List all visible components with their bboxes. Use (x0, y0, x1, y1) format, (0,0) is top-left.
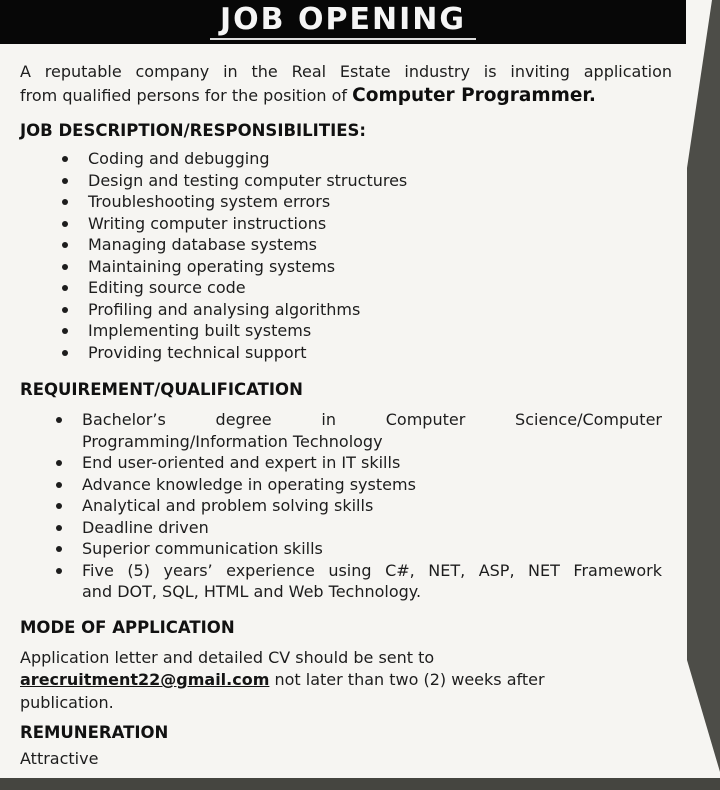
list-item: Managing database systems (88, 234, 672, 256)
list-item: Analytical and problem solving skills (82, 495, 662, 517)
section-heading-responsibilities: JOB DESCRIPTION/RESPONSIBILITIES: (20, 121, 366, 140)
item-line: and DOT, SQL, HTML and Web Technology. (82, 582, 422, 601)
list-item: Advance knowledge in operating systems (82, 474, 662, 496)
remuneration-value: Attractive (20, 749, 99, 768)
list-item: Implementing built systems (88, 320, 672, 342)
list-item: Editing source code (88, 277, 672, 299)
list-item: Maintaining operating systems (88, 256, 672, 278)
item-line: Bachelor’s degree in Computer Science/Computer (82, 410, 662, 429)
list-item: End user-oriented and expert in IT skills (82, 452, 662, 474)
list-item: Writing computer instructions (88, 213, 672, 235)
list-item: Profiling and analysing algorithms (88, 299, 672, 321)
item-line: Five (5) years’ experience using C#, NET, ASP, NET Framework (82, 560, 662, 580)
item-line: Programming/Information Technology (82, 431, 383, 451)
section-heading-requirements: REQUIREMENT/QUALIFICATION (20, 380, 303, 399)
position-title: Computer Programmer. (352, 85, 596, 106)
section-heading-remuneration: REMUNERATION (20, 723, 169, 742)
page-title: JOB OPENING (210, 5, 476, 40)
instructions-line1: Application letter and detailed CV should be sent to (20, 647, 435, 667)
email-link[interactable]: arecruitment22@gmail.com (20, 670, 270, 689)
intro-line2-prefix: from qualified persons for the position of (20, 86, 348, 105)
list-item: Deadline driven (82, 517, 662, 539)
list-item: Design and testing computer structures (88, 170, 672, 192)
list-item: Coding and debugging (88, 148, 672, 170)
list-item: Providing technical support (88, 342, 672, 364)
list-item: Superior communication skills (82, 538, 662, 560)
bottom-bar (0, 778, 720, 790)
section-heading-mode-of-application: MODE OF APPLICATION (20, 617, 235, 637)
instructions-line3: publication. (20, 692, 114, 712)
intro-line1: A reputable company in the Real Estate industry is inviting application (20, 62, 672, 81)
list-item: Troubleshooting system errors (88, 191, 672, 213)
instructions-line2-rest: not later than two (2) weeks after (274, 670, 545, 689)
